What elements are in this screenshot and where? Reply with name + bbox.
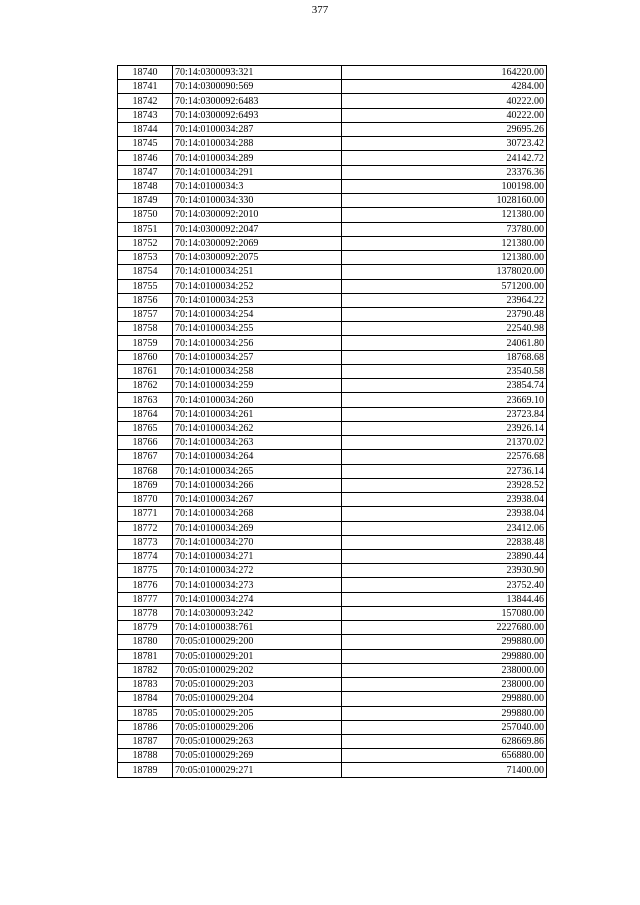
value-cell: 257040.00 [342,720,547,734]
cadastral-number-cell: 70:14:0100034:254 [173,307,342,321]
table-row [118,720,547,734]
cadastral-number-cell: 70:14:0100034:268 [173,507,342,521]
cadastral-number-cell: 70:14:0300093:321 [173,66,342,80]
row-number-cell: 18773 [118,535,173,549]
value-cell: 22736.14 [342,464,547,478]
row-number-cell: 18769 [118,478,173,492]
row-number-cell: 18764 [118,407,173,421]
value-cell: 238000.00 [342,678,547,692]
value-cell: 24142.72 [342,151,547,165]
table-row [118,151,547,165]
value-cell: 4284.00 [342,80,547,94]
value-cell: 121380.00 [342,236,547,250]
row-number-cell: 18754 [118,265,173,279]
value-cell: 1028160.00 [342,194,547,208]
row-number-cell: 18782 [118,663,173,677]
table-row [118,478,547,492]
row-number-cell: 18748 [118,179,173,193]
row-number-cell: 18788 [118,749,173,763]
cadastral-number-cell: 70:05:0100029:263 [173,735,342,749]
value-cell: 157080.00 [342,606,547,620]
row-number-cell: 18746 [118,151,173,165]
row-number-cell: 18765 [118,421,173,435]
table-row [118,621,547,635]
table-row [118,194,547,208]
table-row [118,407,547,421]
row-number-cell: 18771 [118,507,173,521]
cadastral-number-cell: 70:14:0100034:258 [173,364,342,378]
value-cell: 571200.00 [342,279,547,293]
row-number-cell: 18760 [118,350,173,364]
value-cell: 21370.02 [342,436,547,450]
value-cell: 23928.52 [342,478,547,492]
table-row [118,307,547,321]
cadastral-number-cell: 70:14:0100034:260 [173,393,342,407]
row-number-cell: 18772 [118,521,173,535]
row-number-cell: 18779 [118,621,173,635]
row-number-cell: 18778 [118,606,173,620]
table-row [118,279,547,293]
table-row [118,663,547,677]
row-number-cell: 18752 [118,236,173,250]
table-row [118,649,547,663]
table-row [118,322,547,336]
row-number-cell: 18745 [118,137,173,151]
row-number-cell: 18749 [118,194,173,208]
table-row [118,706,547,720]
table-row [118,535,547,549]
table-row [118,450,547,464]
value-cell: 23854.74 [342,379,547,393]
cadastral-number-cell: 70:05:0100029:271 [173,763,342,777]
cadastral-number-cell: 70:05:0100029:203 [173,678,342,692]
cadastral-number-cell: 70:14:0100034:263 [173,436,342,450]
value-cell: 22540.98 [342,322,547,336]
value-cell: 23938.04 [342,493,547,507]
cadastral-number-cell: 70:14:0100034:261 [173,407,342,421]
value-cell: 1378020.00 [342,265,547,279]
value-cell: 18768.68 [342,350,547,364]
row-number-cell: 18789 [118,763,173,777]
cadastral-number-cell: 70:14:0100034:269 [173,521,342,535]
row-number-cell: 18743 [118,108,173,122]
table-row [118,66,547,80]
row-number-cell: 18755 [118,279,173,293]
cadastral-number-cell: 70:14:0100034:330 [173,194,342,208]
row-number-cell: 18761 [118,364,173,378]
table-row [118,165,547,179]
cadastral-number-cell: 70:05:0100029:201 [173,649,342,663]
cadastral-number-cell: 70:05:0100029:205 [173,706,342,720]
table-row [118,137,547,151]
row-number-cell: 18774 [118,549,173,563]
value-cell: 628669.86 [342,735,547,749]
value-cell: 299880.00 [342,692,547,706]
value-cell: 13844.46 [342,592,547,606]
value-cell: 23790.48 [342,307,547,321]
cadastral-number-cell: 70:14:0100034:270 [173,535,342,549]
row-number-cell: 18762 [118,379,173,393]
value-cell: 23669.10 [342,393,547,407]
registry-table [117,65,547,778]
cadastral-number-cell: 70:14:0300090:569 [173,80,342,94]
row-number-cell: 18742 [118,94,173,108]
row-number-cell: 18756 [118,293,173,307]
table-row [118,265,547,279]
cadastral-number-cell: 70:05:0100029:202 [173,663,342,677]
row-number-cell: 18784 [118,692,173,706]
table-row [118,735,547,749]
row-number-cell: 18767 [118,450,173,464]
cadastral-number-cell: 70:14:0300092:6493 [173,108,342,122]
table-row [118,678,547,692]
row-number-cell: 18780 [118,635,173,649]
table-row [118,763,547,777]
cadastral-number-cell: 70:14:0100034:253 [173,293,342,307]
value-cell: 23412.06 [342,521,547,535]
table-row [118,94,547,108]
value-cell: 299880.00 [342,649,547,663]
table-row [118,108,547,122]
cadastral-number-cell: 70:14:0100034:274 [173,592,342,606]
cadastral-number-cell: 70:14:0300092:2069 [173,236,342,250]
row-number-cell: 18766 [118,436,173,450]
value-cell: 22838.48 [342,535,547,549]
cadastral-number-cell: 70:05:0100029:204 [173,692,342,706]
cadastral-number-cell: 70:14:0100034:273 [173,578,342,592]
page-number: 377 [311,4,329,16]
cadastral-number-cell: 70:05:0100029:206 [173,720,342,734]
value-cell: 238000.00 [342,663,547,677]
value-cell: 24061.80 [342,336,547,350]
row-number-cell: 18763 [118,393,173,407]
row-number-cell: 18747 [118,165,173,179]
cadastral-number-cell: 70:05:0100029:200 [173,635,342,649]
value-cell: 2227680.00 [342,621,547,635]
table-row [118,364,547,378]
registry-table-body [118,66,547,778]
row-number-cell: 18785 [118,706,173,720]
cadastral-number-cell: 70:14:0300093:242 [173,606,342,620]
value-cell: 164220.00 [342,66,547,80]
cadastral-number-cell: 70:14:0100034:265 [173,464,342,478]
value-cell: 73780.00 [342,222,547,236]
row-number-cell: 18781 [118,649,173,663]
cadastral-number-cell: 70:14:0100034:271 [173,549,342,563]
table-row [118,564,547,578]
cadastral-number-cell: 70:14:0100034:291 [173,165,342,179]
row-number-cell: 18751 [118,222,173,236]
value-cell: 40222.00 [342,94,547,108]
value-cell: 30723.42 [342,137,547,151]
cadastral-number-cell: 70:05:0100029:269 [173,749,342,763]
cadastral-number-cell: 70:14:0100038:761 [173,621,342,635]
table-row [118,436,547,450]
table-row [118,122,547,136]
table-row [118,749,547,763]
table-row [118,692,547,706]
value-cell: 22576.68 [342,450,547,464]
value-cell: 23964.22 [342,293,547,307]
value-cell: 121380.00 [342,208,547,222]
value-cell: 121380.00 [342,251,547,265]
cadastral-number-cell: 70:14:0300092:2075 [173,251,342,265]
table-row [118,549,547,563]
row-number-cell: 18786 [118,720,173,734]
value-cell: 23540.58 [342,364,547,378]
row-number-cell: 18776 [118,578,173,592]
cadastral-number-cell: 70:14:0100034:266 [173,478,342,492]
cadastral-number-cell: 70:14:0100034:267 [173,493,342,507]
cadastral-number-cell: 70:14:0100034:272 [173,564,342,578]
row-number-cell: 18740 [118,66,173,80]
value-cell: 23890.44 [342,549,547,563]
row-number-cell: 18741 [118,80,173,94]
table-row [118,592,547,606]
cadastral-number-cell: 70:14:0100034:287 [173,122,342,136]
table-row [118,493,547,507]
cadastral-number-cell: 70:14:0100034:256 [173,336,342,350]
cadastral-number-cell: 70:14:0100034:262 [173,421,342,435]
table-row [118,507,547,521]
table-row [118,222,547,236]
cadastral-number-cell: 70:14:0100034:255 [173,322,342,336]
value-cell: 23752.40 [342,578,547,592]
table-row [118,521,547,535]
row-number-cell: 18775 [118,564,173,578]
value-cell: 23930.90 [342,564,547,578]
cadastral-number-cell: 70:14:0100034:264 [173,450,342,464]
row-number-cell: 18783 [118,678,173,692]
value-cell: 23938.04 [342,507,547,521]
table-row [118,350,547,364]
value-cell: 299880.00 [342,635,547,649]
value-cell: 40222.00 [342,108,547,122]
table-row [118,393,547,407]
cadastral-number-cell: 70:14:0300092:6483 [173,94,342,108]
table-row [118,208,547,222]
table-row [118,464,547,478]
row-number-cell: 18757 [118,307,173,321]
cadastral-number-cell: 70:14:0300092:2047 [173,222,342,236]
cadastral-number-cell: 70:14:0100034:252 [173,279,342,293]
table-row [118,635,547,649]
row-number-cell: 18753 [118,251,173,265]
row-number-cell: 18768 [118,464,173,478]
cadastral-number-cell: 70:14:0100034:259 [173,379,342,393]
cadastral-number-cell: 70:14:0100034:251 [173,265,342,279]
table-row [118,80,547,94]
row-number-cell: 18744 [118,122,173,136]
row-number-cell: 18759 [118,336,173,350]
row-number-cell: 18787 [118,735,173,749]
cadastral-number-cell: 70:14:0100034:257 [173,350,342,364]
value-cell: 100198.00 [342,179,547,193]
table-row [118,336,547,350]
row-number-cell: 18777 [118,592,173,606]
table-row [118,421,547,435]
table-row [118,251,547,265]
cadastral-number-cell: 70:14:0100034:3 [173,179,342,193]
table-row [118,293,547,307]
value-cell: 23723.84 [342,407,547,421]
value-cell: 71400.00 [342,763,547,777]
value-cell: 23376.36 [342,165,547,179]
table-row [118,236,547,250]
cadastral-number-cell: 70:14:0100034:289 [173,151,342,165]
row-number-cell: 18758 [118,322,173,336]
value-cell: 656880.00 [342,749,547,763]
value-cell: 23926.14 [342,421,547,435]
value-cell: 299880.00 [342,706,547,720]
table-row [118,379,547,393]
table-row [118,179,547,193]
row-number-cell: 18770 [118,493,173,507]
table-row [118,606,547,620]
cadastral-number-cell: 70:14:0300092:2010 [173,208,342,222]
table-row [118,578,547,592]
row-number-cell: 18750 [118,208,173,222]
value-cell: 29695.26 [342,122,547,136]
cadastral-number-cell: 70:14:0100034:288 [173,137,342,151]
